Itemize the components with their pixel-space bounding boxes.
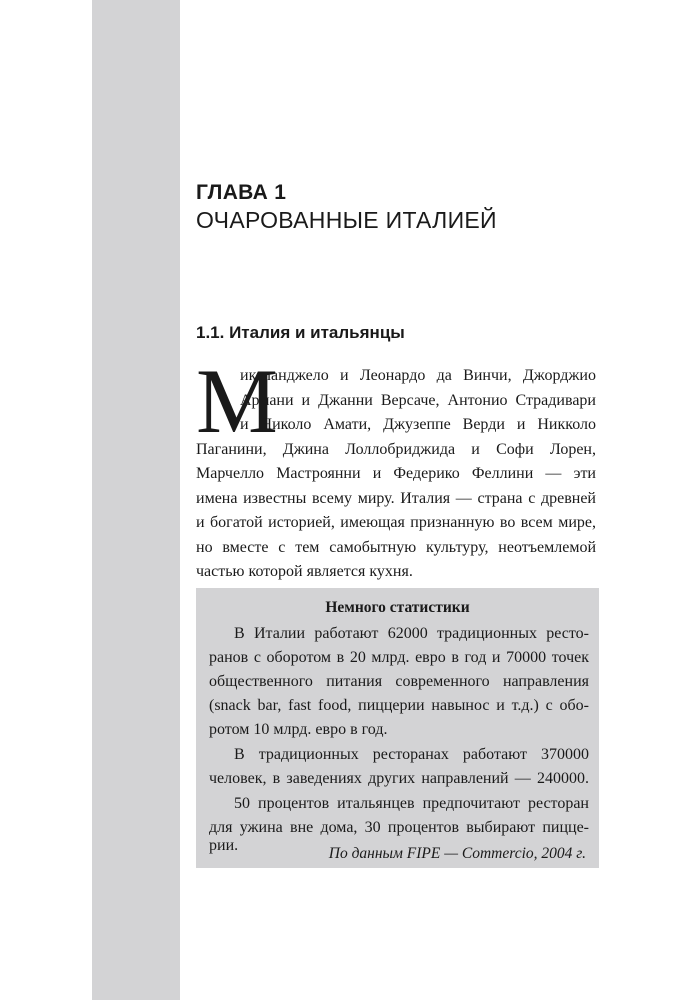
statistics-line: рии. bbox=[209, 837, 239, 854]
intro-line: икеланджело и Леонардо да Винчи, Джорджио bbox=[240, 367, 596, 384]
intro-line: и Николо Амати, Джузеппе Верди и Никколо bbox=[240, 416, 596, 433]
intro-line: частью которой является кухня. bbox=[196, 563, 413, 580]
statistics-source: По данным FIPE — Commercio, 2004 г. bbox=[328, 845, 586, 862]
statistics-title: Немного статистики bbox=[325, 599, 470, 616]
statistics-line: В традиционных ресторанах работают 370000 bbox=[234, 746, 589, 763]
drop-cap-letter: М bbox=[196, 350, 278, 452]
statistics-line: ранов с оборотом в 20 млрд. евро в год и 70000 точек bbox=[209, 649, 589, 666]
intro-line: Паганини, Джина Лоллобриджида и Софи Лорен, bbox=[196, 440, 596, 458]
statistics-line: (snack bar, fast food, пиццерии навынос и т.д.) с обо- bbox=[209, 697, 589, 714]
statistics-line: В Италии работают 62000 традиционных ресто- bbox=[234, 625, 589, 642]
section-heading: 1.1. Италия и итальянцы bbox=[196, 323, 405, 342]
chapter-title: ОЧАРОВАННЫЕ ИТАЛИЕЙ bbox=[196, 207, 497, 233]
statistics-line: общественного питания современного направления bbox=[209, 673, 589, 690]
intro-line: и богатой историей, имеющая признанную во всем мире, bbox=[196, 514, 596, 531]
statistics-line: ротом 10 млрд. евро в год. bbox=[209, 721, 388, 738]
statistics-line: 50 процентов итальянцев предпочитают ресторан bbox=[234, 795, 589, 812]
statistics-box bbox=[196, 588, 599, 868]
intro-line: но вместе с тем самобытную культуру, неотъемлемой bbox=[196, 538, 596, 556]
intro-line: Марчелло Мастроянни и Федерико Феллини — эти bbox=[196, 465, 596, 482]
statistics-line: для ужина вне дома, 30 процентов выбирают пицце- bbox=[209, 819, 589, 836]
statistics-line: человек, в заведениях других направлений — 240000. bbox=[209, 770, 589, 787]
intro-line: имена известны всему миру. Италия — страна с древней bbox=[196, 489, 596, 507]
chapter-number: ГЛАВА 1 bbox=[196, 181, 287, 204]
intro-line: Армани и Джанни Версаче, Антонио Страдивари bbox=[240, 391, 596, 409]
